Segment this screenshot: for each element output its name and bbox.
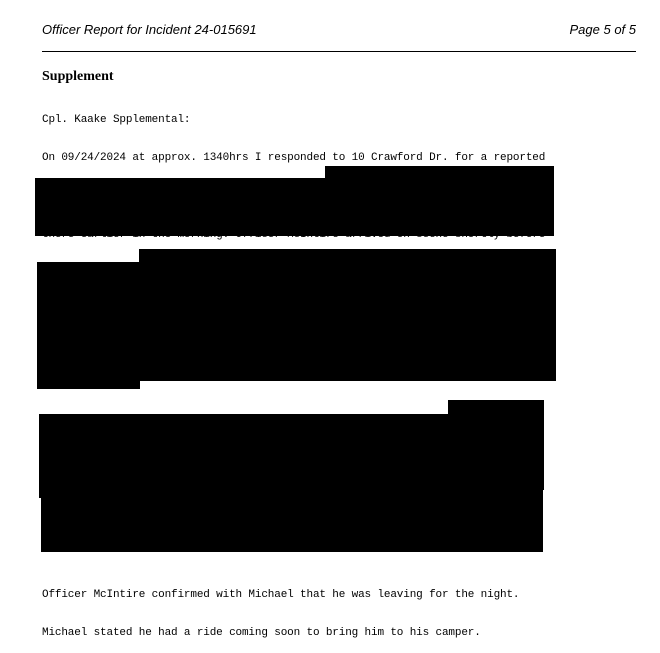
redaction-block (41, 490, 543, 552)
supplement-paragraph-4 (42, 563, 519, 653)
text-line: Michael stated he had a ride coming soon to bring him to his camper. (42, 626, 481, 639)
text-line: On 09/24/2024 at approx. 1340hrs I responded to 10 Crawford Dr. for a reported (42, 151, 546, 164)
report-title: Officer Report for Incident 24-015691 (42, 22, 257, 37)
redaction-block (37, 379, 140, 389)
header-divider (42, 51, 636, 52)
redaction-block (35, 178, 554, 236)
page-number: Page 5 of 5 (569, 22, 636, 37)
text-line: Cpl. Kaake Spplemental: (42, 113, 191, 126)
page-header (42, 22, 636, 42)
redaction-block (37, 262, 556, 381)
text-line: Officer McIntire confirmed with Michael that he was leaving for the night. (42, 588, 520, 601)
redaction-block (39, 414, 544, 490)
section-title: Supplement (42, 69, 114, 84)
